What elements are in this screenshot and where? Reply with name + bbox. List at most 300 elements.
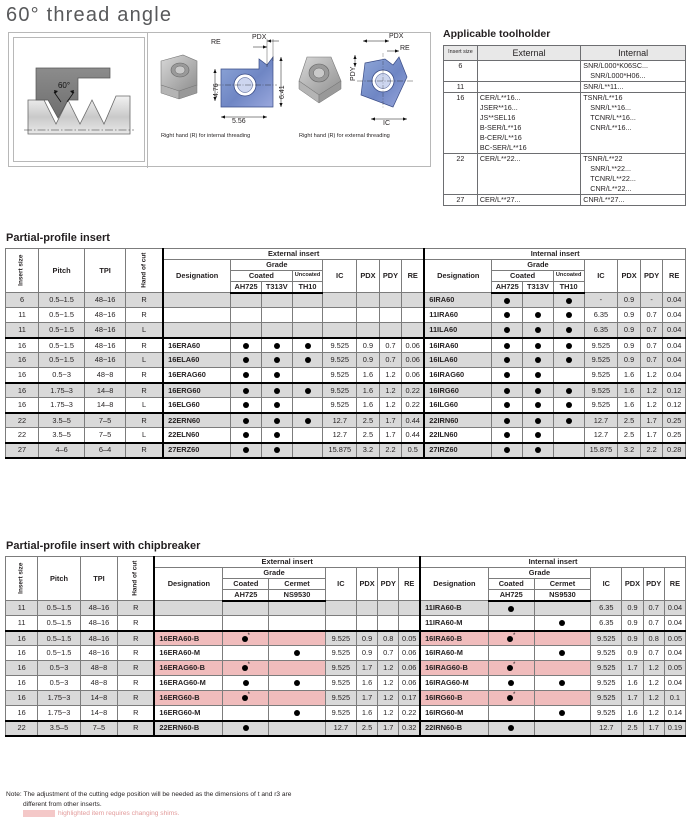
grade-dot-icon <box>504 343 510 349</box>
cell-hand-of-cut: R <box>118 661 155 676</box>
toolholder-cell-internal: TSNR/L**16 SNR/L**16... TCNR/L**16... CNR/L**16... <box>581 93 686 154</box>
cell-ext-designation: 16ERA60-M <box>154 646 222 661</box>
table-row <box>6 721 686 736</box>
grade-dot-icon <box>535 312 541 318</box>
cell-int-pdx: 0.9 <box>618 323 641 338</box>
caption-external-threading: Right hand (R) for external threading <box>299 133 390 139</box>
grade-dot-icon <box>274 418 280 424</box>
table-row <box>6 616 686 631</box>
cell-hand-of-cut: R <box>118 721 155 736</box>
cell-ext-re: 0.22 <box>402 383 425 398</box>
grade-dot-icon <box>566 343 572 349</box>
cell-ext-pdy <box>379 308 402 323</box>
grade-dot-icon <box>274 432 280 438</box>
cell-ext-grade-ns9530 <box>269 646 326 661</box>
toolholder-row <box>444 153 686 194</box>
cell-tpi: 7–5 <box>85 413 126 428</box>
toolholder-title: Applicable toolholder <box>443 28 551 40</box>
cell-ext-ic: 9.525 <box>325 706 356 721</box>
asterisk-marker: * <box>513 662 516 669</box>
cell-ext-pdx: 1.7 <box>356 691 377 706</box>
cell-int-re: 0.04 <box>664 676 685 691</box>
cell-int-pdy: 1.7 <box>640 428 663 443</box>
grade-dot-icon <box>535 447 541 453</box>
grade-dot-icon <box>504 447 510 453</box>
cell-ext-designation: 22ERN60-B <box>154 721 222 736</box>
cell-int-designation: 16IRA60-M <box>420 646 488 661</box>
cell-int-pdy: 0.7 <box>640 308 663 323</box>
grade-dot-icon <box>504 418 510 424</box>
cell-ext-grade-th10 <box>292 308 323 323</box>
cell-int-designation: 16IRG60-M <box>420 706 488 721</box>
cell-insert-size: 22 <box>6 428 39 443</box>
dim-label-pdy: PDY <box>350 66 357 81</box>
grade-dot-icon <box>566 327 572 333</box>
thread-profile-figure <box>13 37 145 162</box>
cell-ext-pdy <box>378 616 399 631</box>
table-row <box>6 368 686 383</box>
grade-dot-icon <box>243 372 249 378</box>
cell-ext-ic: 9.525 <box>323 353 357 368</box>
cell-int-designation: 6IRA60 <box>424 293 492 308</box>
cell-int-pdy: 1.2 <box>643 661 664 676</box>
grade-dot-icon <box>243 357 249 363</box>
cell-int-re: 0.14 <box>664 706 685 721</box>
cell-ext-grade-th10 <box>292 338 323 353</box>
cell-int-grade-ns9530 <box>534 676 591 691</box>
cell-ext-grade-th10 <box>292 413 323 428</box>
cell-int-ic: 12.7 <box>584 413 618 428</box>
cell-int-grade-th10 <box>553 383 584 398</box>
toolholder-cell-internal: SNR/L000*K06SC... SNR/L000*H06... <box>581 61 686 82</box>
table-row <box>6 661 686 676</box>
grade-dot-icon <box>535 418 541 424</box>
grade-dot-icon <box>243 432 249 438</box>
toolholder-row <box>444 61 686 82</box>
cell-int-grade-ah725 <box>492 308 523 323</box>
cell-hand-of-cut: R <box>118 706 155 721</box>
cell-int-designation: 11IRA60 <box>424 308 492 323</box>
cell-int-pdx: 0.9 <box>622 601 643 616</box>
table-row <box>6 691 686 706</box>
footnote-line-3 <box>6 809 291 819</box>
cell-ext-pdy: 1.2 <box>378 691 399 706</box>
grade-dot-icon <box>243 388 249 394</box>
cell-int-grade-ah725 <box>488 661 534 676</box>
toolholder-cell-size: 22 <box>444 153 478 194</box>
cell-int-grade-t313v <box>523 323 554 338</box>
grade-dot-icon <box>566 402 572 408</box>
cell-int-designation: 16IRAG60 <box>424 368 492 383</box>
cell-ext-re <box>402 323 425 338</box>
cell-ext-pdx <box>357 293 380 308</box>
cell-ext-grade-ah725 <box>231 413 262 428</box>
toolholder-header-external: External <box>477 46 580 61</box>
cell-int-grade-ah725 <box>492 323 523 338</box>
cell-int-grade-th10 <box>553 338 584 353</box>
cell-int-grade-ah725 <box>488 691 534 706</box>
cell-ext-pdx: 2.5 <box>357 413 380 428</box>
t2-header-hand: Hand of cut <box>118 557 155 601</box>
cell-int-designation: 16IRAG60-M <box>420 676 488 691</box>
cell-int-grade-ah725 <box>488 616 534 631</box>
t2-header-ext-grade: Grade <box>223 568 325 579</box>
cell-ext-grade-ah725 <box>231 308 262 323</box>
t1-header-hand: Hand of cut <box>126 249 164 293</box>
grade-dot-icon <box>274 343 280 349</box>
svg-text:60°: 60° <box>57 81 71 90</box>
cell-int-re: 0.05 <box>664 631 685 646</box>
toolholder-cell-size: 11 <box>444 82 478 93</box>
cell-ext-ic <box>323 323 357 338</box>
cell-ext-re: 0.44 <box>402 413 425 428</box>
cell-ext-grade-ah725 <box>223 616 269 631</box>
cell-int-grade-ah725 <box>492 338 523 353</box>
cell-ext-pdy: 1.7 <box>379 413 402 428</box>
insert-3d-external <box>299 57 341 103</box>
partial-profile-table-body <box>6 293 686 458</box>
cell-ext-pdy: 1.2 <box>379 383 402 398</box>
cell-ext-grade-th10 <box>292 323 323 338</box>
cell-ext-grade-ns9530 <box>269 691 326 706</box>
cell-ext-grade-ah725 <box>231 398 262 413</box>
cell-int-ic: 6.35 <box>584 308 618 323</box>
cell-tpi: 48~16 <box>80 646 118 661</box>
cell-ext-grade-t313v <box>261 293 292 308</box>
cell-ext-designation: 16ERG60-B <box>154 691 222 706</box>
cell-int-pdx: 2.5 <box>622 721 643 736</box>
cell-ext-designation <box>154 616 222 631</box>
cell-insert-size: 11 <box>6 308 39 323</box>
table-row <box>6 413 686 428</box>
cell-int-grade-t313v <box>523 413 554 428</box>
cell-int-pdy: 1.2 <box>640 383 663 398</box>
grade-dot-icon <box>504 388 510 394</box>
grade-dot-icon <box>566 298 572 304</box>
grade-dot-icon <box>305 357 311 363</box>
cell-int-grade-th10 <box>553 398 584 413</box>
cell-int-grade-ns9530 <box>534 721 591 736</box>
cell-tpi: 14~8 <box>80 706 118 721</box>
toolholder-header-internal: Internal <box>581 46 686 61</box>
grade-dot-icon <box>566 388 572 394</box>
cell-ext-designation: 27ERZ60 <box>163 443 231 458</box>
t1-header-int-t313v: T313V <box>523 282 554 293</box>
cell-int-re: 0.04 <box>663 323 686 338</box>
cell-ext-re: 0.44 <box>402 428 425 443</box>
insert-dimension-figures <box>149 33 430 168</box>
cell-int-grade-ns9530 <box>534 631 591 646</box>
t1-header-tpi: TPI <box>85 249 126 293</box>
cell-ext-re: 0.32 <box>399 721 420 736</box>
page-title: 60° thread angle <box>6 4 173 26</box>
grade-dot-icon <box>559 650 565 656</box>
t2-header-external-insert: External insert <box>154 557 420 568</box>
cell-ext-designation: 16ERAG60 <box>163 368 231 383</box>
cell-int-pdx: 0.9 <box>618 353 641 368</box>
asterisk-marker: * <box>247 632 250 639</box>
grade-dot-icon <box>566 418 572 424</box>
table-row <box>6 323 686 338</box>
cell-int-pdx: 0.9 <box>618 308 641 323</box>
cell-int-re: 0.05 <box>664 661 685 676</box>
t2-header-int-pdy: PDY <box>643 568 664 601</box>
grade-dot-icon <box>294 680 300 686</box>
cell-ext-ic: 9.525 <box>325 676 356 691</box>
cell-int-grade-t313v <box>523 368 554 383</box>
cell-int-grade-t313v <box>523 353 554 368</box>
t1-header-ext-ic: IC <box>323 260 357 293</box>
t2-header-ext-pdy: PDY <box>378 568 399 601</box>
t2-header-ext-cermet: Cermet <box>269 579 326 590</box>
cell-ext-pdy: 0.8 <box>378 631 399 646</box>
cell-int-ic: 9.525 <box>591 661 622 676</box>
cell-pitch: 1.75~3 <box>38 706 80 721</box>
cell-int-grade-t313v <box>523 428 554 443</box>
cell-int-designation: 22IRN60-B <box>420 721 488 736</box>
grade-dot-icon <box>305 388 311 394</box>
cell-tpi: 48~8 <box>85 368 126 383</box>
cell-tpi: 48–16 <box>80 616 118 631</box>
t2-header-ext-re: RE <box>399 568 420 601</box>
grade-dot-icon <box>566 312 572 318</box>
cell-tpi: 48~8 <box>80 676 118 691</box>
cell-int-pdy: 0.7 <box>643 601 664 616</box>
cell-ext-grade-ns9530 <box>269 706 326 721</box>
cell-ext-re: 0.22 <box>399 706 420 721</box>
cell-int-pdx: 2.5 <box>618 413 641 428</box>
grade-dot-icon <box>504 298 510 304</box>
cell-ext-designation <box>163 293 231 308</box>
cell-ext-designation <box>163 308 231 323</box>
cell-ext-pdy <box>379 293 402 308</box>
t2-header-int-ah725: AH725 <box>488 590 534 601</box>
cell-ext-pdy: 1.7 <box>379 428 402 443</box>
cell-ext-grade-ns9530 <box>269 721 326 736</box>
cell-tpi: 48~16 <box>85 323 126 338</box>
table-row <box>6 646 686 661</box>
grade-dot-icon <box>559 620 565 626</box>
cell-int-designation: 16ILG60 <box>424 398 492 413</box>
cell-ext-ic: 12.7 <box>323 413 357 428</box>
cell-int-pdy: 1.7 <box>640 413 663 428</box>
cell-ext-pdx <box>357 323 380 338</box>
cell-insert-size: 16 <box>6 646 38 661</box>
t2-header-ext-coated: Coated <box>223 579 269 590</box>
cell-ext-pdy: 1.7 <box>378 721 399 736</box>
cell-int-grade-ah725 <box>488 676 534 691</box>
cell-ext-pdy: 1.2 <box>378 661 399 676</box>
t2-header-int-coated: Coated <box>488 579 534 590</box>
grade-dot-icon <box>535 372 541 378</box>
cell-insert-size: 16 <box>6 353 39 368</box>
cell-ext-grade-th10 <box>292 368 323 383</box>
cell-int-designation: 16ILA60 <box>424 353 492 368</box>
t1-header-ext-uncoated: Uncoated <box>292 271 323 282</box>
cell-hand-of-cut: R <box>126 413 164 428</box>
cell-ext-re <box>399 616 420 631</box>
cell-ext-pdx: 0.9 <box>357 338 380 353</box>
cell-tpi: 48~16 <box>85 353 126 368</box>
cell-insert-size: 11 <box>6 601 38 616</box>
toolholder-cell-external <box>477 82 580 93</box>
cell-int-designation: 16IRG60 <box>424 383 492 398</box>
dim-label-pdx-external: PDX <box>389 33 404 40</box>
cell-int-re: 0.04 <box>664 616 685 631</box>
dim-label-re-external: RE <box>400 45 410 52</box>
cell-int-pdx: 0.9 <box>622 631 643 646</box>
t1-header-pitch: Pitch <box>39 249 85 293</box>
cell-int-grade-t313v <box>523 383 554 398</box>
grade-dot-icon <box>535 432 541 438</box>
cell-ext-grade-th10 <box>292 293 323 308</box>
grade-dot-icon <box>566 357 572 363</box>
asterisk-marker: * <box>513 692 516 699</box>
dim-label-height-641: 6.41 <box>279 85 286 99</box>
cell-ext-grade-ah725 <box>223 706 269 721</box>
cell-ext-re: 0.06 <box>399 646 420 661</box>
cell-int-ic: 9.525 <box>591 646 622 661</box>
cell-int-grade-ah725 <box>492 293 523 308</box>
cell-hand-of-cut: L <box>126 353 164 368</box>
cell-int-pdy: 1.7 <box>643 721 664 736</box>
cell-int-pdx: 0.9 <box>622 646 643 661</box>
t1-header-int-re: RE <box>663 260 686 293</box>
t2-header-internal-insert: Internal insert <box>420 557 685 568</box>
cell-int-designation: 16IRA60-B <box>420 631 488 646</box>
t2-header-pitch: Pitch <box>38 557 80 601</box>
cell-insert-size: 16 <box>6 706 38 721</box>
cell-int-grade-ah725 <box>492 383 523 398</box>
cell-ext-grade-t313v <box>261 323 292 338</box>
chipbreaker-table-body <box>6 601 686 736</box>
cell-pitch: 0.5~1.5 <box>39 353 85 368</box>
cell-ext-grade-t313v <box>261 413 292 428</box>
cell-int-grade-t313v <box>523 338 554 353</box>
cell-int-grade-th10 <box>553 308 584 323</box>
cell-int-pdx: 1.7 <box>622 661 643 676</box>
figure-divider <box>147 33 148 168</box>
cell-ext-re: 0.5 <box>402 443 425 458</box>
cell-ext-designation: 22ERN60 <box>163 413 231 428</box>
cell-ext-ic: 9.525 <box>323 398 357 413</box>
grade-dot-icon <box>504 312 510 318</box>
cell-int-pdx: 0.9 <box>618 293 641 308</box>
asterisk-marker: * <box>247 692 250 699</box>
grade-dot-icon <box>243 680 249 686</box>
cell-ext-pdy: 1.2 <box>379 398 402 413</box>
t1-header-external-insert: External insert <box>163 249 424 260</box>
cell-pitch: 0.5–1.5 <box>38 601 80 616</box>
grade-dot-icon <box>243 725 249 731</box>
cell-pitch: 0.5~1.5 <box>38 646 80 661</box>
cell-insert-size: 22 <box>6 721 38 736</box>
cell-int-re: 0.04 <box>663 293 686 308</box>
cell-ext-ic: 9.525 <box>325 631 356 646</box>
figure-panel <box>8 32 431 167</box>
grade-dot-icon <box>243 343 249 349</box>
grade-dot-icon <box>508 725 514 731</box>
cell-int-pdy: 1.2 <box>643 706 664 721</box>
cell-hand-of-cut: R <box>118 631 155 646</box>
cell-pitch: 0.5~3 <box>38 661 80 676</box>
cell-int-grade-ah725 <box>492 398 523 413</box>
t1-header-int-pdy: PDY <box>640 260 663 293</box>
cell-int-grade-t313v <box>523 443 554 458</box>
cell-ext-pdy: 0.7 <box>378 646 399 661</box>
toolholder-cell-external: CER/L**22... <box>477 153 580 194</box>
cell-hand-of-cut: R <box>118 676 155 691</box>
cell-ext-re <box>399 601 420 616</box>
cell-ext-grade-ah725 <box>223 631 269 646</box>
cell-int-pdx: 0.9 <box>618 338 641 353</box>
cell-tpi: 48~8 <box>80 661 118 676</box>
cell-int-pdy: 1.2 <box>643 691 664 706</box>
cell-ext-re: 0.06 <box>399 661 420 676</box>
partial-profile-insert-table <box>5 248 686 459</box>
cell-ext-designation: 16ERAG60-M <box>154 676 222 691</box>
t1-header-ext-th10: TH10 <box>292 282 323 293</box>
cell-int-re: 0.19 <box>664 721 685 736</box>
grade-dot-icon <box>242 636 248 642</box>
t1-header-int-uncoated: Uncoated <box>553 271 584 282</box>
cell-ext-pdx: 1.6 <box>356 676 377 691</box>
cell-ext-grade-t313v <box>261 308 292 323</box>
cell-pitch: 1.75–3 <box>39 398 85 413</box>
cell-pitch: 3.5–5 <box>39 428 85 443</box>
cell-ext-ic: 12.7 <box>323 428 357 443</box>
cell-int-ic: 6.35 <box>591 616 622 631</box>
grade-dot-icon <box>559 680 565 686</box>
cell-int-re: 0.1 <box>664 691 685 706</box>
t2-header-ext-ic: IC <box>325 568 356 601</box>
cell-ext-pdx: 0.9 <box>357 353 380 368</box>
cell-tpi: 48–16 <box>80 601 118 616</box>
cell-hand-of-cut: R <box>118 601 155 616</box>
cell-ext-grade-th10 <box>292 428 323 443</box>
cell-ext-re: 0.06 <box>402 353 425 368</box>
cell-ext-designation: 22ELN60 <box>163 428 231 443</box>
cell-hand-of-cut: L <box>126 323 164 338</box>
cell-int-designation: 11IRA60-B <box>420 601 488 616</box>
cell-int-pdx: 1.6 <box>618 383 641 398</box>
cell-ext-grade-th10 <box>292 443 323 458</box>
cell-hand-of-cut: L <box>126 428 164 443</box>
dim-label-ic: IC <box>383 120 390 127</box>
cell-int-grade-th10 <box>553 368 584 383</box>
cell-ext-designation: 16ERAG60-B <box>154 661 222 676</box>
cell-insert-size: 6 <box>6 293 39 308</box>
cell-int-grade-th10 <box>553 428 584 443</box>
cell-tpi: 48–16 <box>85 293 126 308</box>
cell-ext-pdx: 1.6 <box>357 383 380 398</box>
cell-int-re: 0.04 <box>663 368 686 383</box>
cell-ext-ic: 9.525 <box>325 691 356 706</box>
insert-dim-internal <box>213 39 282 119</box>
cell-int-pdy: 0.7 <box>640 338 663 353</box>
t1-header-ext-grade: Grade <box>231 260 323 271</box>
cell-int-grade-ah725 <box>492 353 523 368</box>
t1-header-ext-designation: Designation <box>163 260 231 293</box>
cell-int-pdx: 1.6 <box>618 398 641 413</box>
grade-dot-icon <box>535 402 541 408</box>
cell-int-grade-th10 <box>553 293 584 308</box>
cell-int-ic: 9.525 <box>591 691 622 706</box>
cell-pitch: 3.5–5 <box>39 413 85 428</box>
cell-int-re: 0.28 <box>663 443 686 458</box>
cell-int-pdy: 1.2 <box>640 368 663 383</box>
cell-ext-pdx: 0.9 <box>356 631 377 646</box>
